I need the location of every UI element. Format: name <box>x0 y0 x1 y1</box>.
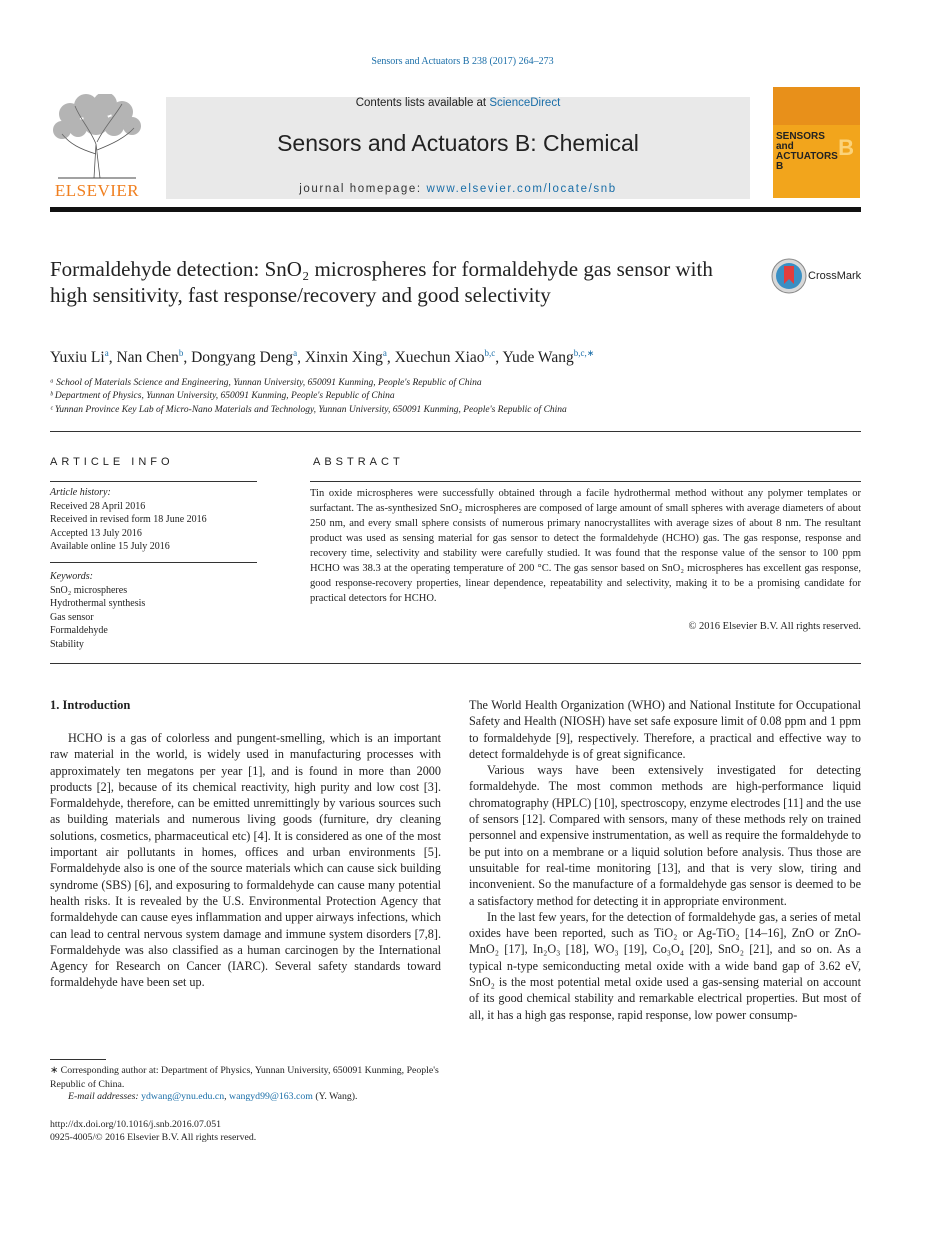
intro-paragraph: HCHO is a gas of colorless and pungent-smelling, which is an important raw material in the world, is widely used in manufacturing processes with approximately ten megatons per year [1], and is found in more than 2000 products [2], because of its chemical reactivity, high purity and low cost [3]. Formaldehyde, therefore, can be emitted unremittingly by various sources such as building materials and numerous living goods (furniture, dry cleaning solutions, cosmetics, pharmaceutical etc) [4]. It is considered as one of the most important air pollutants in homes, offices and urban environments [5]. Formaldehyde also is one of the source materials which can cause sick building syndrome (SBS) [6], and exposuring to formaldehyde can cause many potential health risks. It is revealed by the U.S. Environmental Protection Agency that formaldehyde can cause eyes inflammation and upper airways infections, which can lead to central nervous system damage and immune system disorders [7,8]. Formaldehyde was also classified as a human carcinogen by the International Agency for Research on Cancer (IARC). Several safety standards toward formaldehyde have been set up. <box>50 731 441 990</box>
email-separator: , <box>224 1091 230 1102</box>
section-divider <box>50 663 861 664</box>
history-accepted: Accepted 13 July 2016 <box>50 527 142 539</box>
footnote-rule <box>50 1059 106 1060</box>
abstract-text: Tin oxide microspheres were successfully obtained through a facile hydrothermal method without any polymer templates or surfactant. The as-synthesized SnO₂ microspheres are composed of large amount of small spheres with average diameters of about 250 nm, and every small sphere consists of numerous primary nanocrystallites with average sizes of about 8 nm. The resultant product was used as sensing material for gas sensor to detect the formaldehyde (HCHO) gas. The gas response, response and recovery time, selectivity and stability were carefully studied. It was found that the response value of the sensor to 100 ppm HCHO was 38.3 at the operating temperature of 200 °C. The gas sensor based on SnO₂ microspheres has excellent gas response, good response-recovery properties, linear dependence, repeatability and selectivity, making it to be a promising candidate for practical detectors for HCHO. <box>310 488 861 604</box>
affiliation-a: ᵃ School of Materials Science and Engineering, Yunnan University, 650091 Kunming, People's Republic of China <box>50 378 482 388</box>
author-list: Yuxiu Li$^a$, Nan Chen$^b$, Dongyang Deng$^a$, Xinxin Xing$^a$, Xuechun Xiao$^{b,c}$, Yude Wang$^{b,c,∗}$ <box>50 348 595 366</box>
keywords-rule <box>50 562 257 563</box>
keyword: Gas sensor <box>50 611 94 623</box>
article-title: Formaldehyde detection: SnO₂ microspheres for formaldehyde gas sensor with high sensitivity, fast response/recovery and good selectivity <box>50 257 713 307</box>
author-name[interactable]: Xuechun Xiao <box>394 349 485 366</box>
sciencedirect-link[interactable]: ScienceDirect <box>489 97 561 109</box>
crossmark-icon <box>771 258 807 294</box>
elsevier-wordmark: ELSEVIER <box>54 181 140 200</box>
header-rule <box>50 207 861 212</box>
journal-title: Sensors and Actuators B: Chemical <box>277 130 639 156</box>
keywords <box>50 570 257 651</box>
keyword: Stability <box>50 638 84 650</box>
journal-homepage <box>166 183 750 195</box>
affiliation-b: ᵇ Department of Physics, Yunnan University, 650091 Kunming, People's Republic of China <box>50 391 395 401</box>
intro-paragraph: In the last few years, for the detection of formaldehyde gas, a series of metal oxides have been reported, such as TiO₂ or Ag-TiO₂ [14–16], ZnO or ZnO-MnO₂ [17], In₂O₃ [18], WO₃ [19], Co₃O₄ [20], SnO₂ [21], and so on. As a typical n-type semiconducting metal oxide with a wide band gap of 3.62 eV, SnO₂ is the most potential metal oxide used a gas-sensing material on account of its good chemical stability and remarkable electrical properties. But most of all, it has a high gas response, rapid response, low power consump- <box>469 909 861 1022</box>
author-affil-mark[interactable]: a <box>382 348 387 358</box>
author-affil-mark[interactable]: b,c <box>484 348 496 358</box>
crossmark-badge[interactable] <box>771 257 861 295</box>
homepage-link[interactable]: www.elsevier.com/locate/snb <box>426 183 617 195</box>
email-link[interactable]: wangyd99@163.com <box>229 1091 313 1102</box>
keyword: Formaldehyde <box>50 625 108 636</box>
article-info-heading: ARTICLE INFO <box>50 456 174 468</box>
author-name[interactable]: Xinxin Xing <box>304 349 383 366</box>
abstract-copyright: © 2016 Elsevier B.V. All rights reserved. <box>688 621 861 632</box>
journal-cover-image: SENSORS and ACTUATORS B B <box>773 87 860 198</box>
history-label: Article history: <box>50 487 111 498</box>
author-affil-mark[interactable]: b <box>178 348 184 358</box>
email-link[interactable]: ydwang@ynu.edu.cn <box>141 1091 225 1102</box>
author-affil-mark[interactable]: b,c,∗ <box>573 348 595 358</box>
keyword: Hydrothermal synthesis <box>50 598 146 609</box>
author-name[interactable]: Yuxiu Li <box>50 349 105 366</box>
affiliation-c: ᶜ Yunnan Province Key Lab of Micro-Nano Materials and Technology, Yunnan University, 650091 Kunming, People's Republic of China <box>50 405 567 415</box>
doi-link[interactable]: http://dx.doi.org/10.1016/j.snb.2016.07.051 <box>50 1119 222 1130</box>
homepage-prefix: journal homepage: <box>299 183 427 195</box>
journal-reference[interactable]: Sensors and Actuators B 238 (2017) 264–273 <box>371 56 554 67</box>
section-divider <box>50 431 861 432</box>
contents-prefix: Contents lists available at <box>355 97 490 109</box>
keyword: SnO₂ microspheres <box>50 584 128 596</box>
intro-left-column <box>50 730 441 991</box>
contents-line <box>166 97 750 109</box>
crossmark-label: CrossMark <box>808 270 862 282</box>
cover-title: SENSORS and ACTUATORS B <box>776 131 838 172</box>
intro-paragraph: The World Health Organization (WHO) and National Institute for Occupational Safety and Health (NIOSH) have set safe exposure limit of 0.08 ppm and 1 ppm to formaldehyde [9], respectively. Therefore, a practical and effective way to detect formaldehyde is of great significance. <box>469 698 861 761</box>
email-label: E-mail addresses: <box>68 1091 142 1102</box>
email-suffix: (Y. Wang). <box>312 1091 358 1102</box>
history-revised: Received in revised form 18 June 2016 <box>50 514 207 525</box>
author-name[interactable]: Dongyang Deng <box>191 349 294 366</box>
email-note <box>50 1090 441 1104</box>
abstract-rule <box>310 481 861 482</box>
author-affil-mark[interactable]: a <box>293 348 298 358</box>
abstract-heading: ABSTRACT <box>313 456 404 468</box>
article-info-rule <box>50 481 257 482</box>
history-received: Received 28 April 2016 <box>50 500 146 512</box>
keywords-label: Keywords: <box>50 571 93 582</box>
intro-right-column <box>469 697 861 1023</box>
author-name[interactable]: Yude Wang <box>502 349 574 366</box>
article-history <box>50 486 257 554</box>
author-name[interactable]: Nan Chen <box>116 349 179 366</box>
introduction-heading: 1. Introduction <box>50 698 131 712</box>
issn-line: 0925-4005/© 2016 Elsevier B.V. All rights reserved. <box>50 1132 257 1143</box>
history-online: Available online 15 July 2016 <box>50 541 170 552</box>
author-affil-mark[interactable]: a <box>104 348 109 358</box>
corresponding-author-note: ∗ Corresponding author at: Department of Physics, Yunnan University, 650091 Kunming, People's Republic of China. <box>50 1065 439 1090</box>
intro-paragraph: Various ways have been extensively investigated for detecting formaldehyde. The most common methods are high-performance liquid chromatography (HPLC) [10], spectroscopy, enzyme electrodes [11] and the use of sensors [12]. Compared with sensors, many of these methods rely on trained personnel and expensive instrumentation, as well as require the formaldehyde to be put into on a membrane or a liquid solution before analysis. Thus those are unsuitable for real-time monitoring [13], and that is very slow, tiring and inconvenient. So the manufacture of a formaldehyde gas sensor is deemed to be a satisfactory method for detecting it in appropriate environment. <box>469 763 861 908</box>
